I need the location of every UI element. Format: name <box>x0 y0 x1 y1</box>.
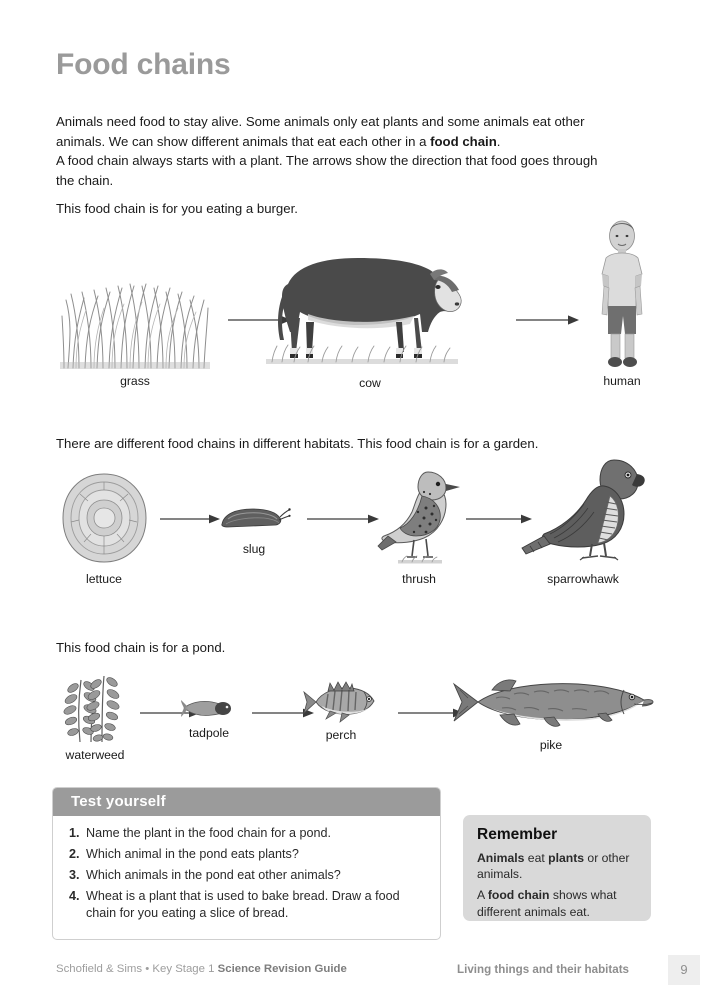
question-number: 4. <box>69 888 80 903</box>
slug-illustration <box>216 500 292 538</box>
chain-label: sparrowhawk <box>547 572 619 586</box>
lead-text-garden: There are different food chains in different habitats. This food chain is for a garden. <box>56 436 539 451</box>
chain-label: cow <box>359 376 381 390</box>
lead-text-burger: This food chain is for you eating a burger. <box>56 201 298 216</box>
chain-node-sparrowhawk <box>518 452 648 586</box>
cow-illustration <box>262 240 478 372</box>
arrow-icon <box>516 313 579 327</box>
chain-label: human <box>603 374 641 388</box>
chain-label: grass <box>120 374 150 388</box>
remember-box <box>463 815 651 921</box>
test-yourself-heading: Test yourself <box>53 788 440 816</box>
chain-node-lettuce <box>58 470 150 586</box>
tadpole-illustration <box>180 694 238 722</box>
chain-node-human <box>584 218 660 388</box>
chain-node-perch <box>302 680 380 742</box>
page-number: 9 <box>668 955 700 985</box>
question-item <box>69 846 426 863</box>
question-item <box>69 888 426 923</box>
chain-node-pike <box>448 672 654 752</box>
remember-line-2: A food chain shows what different animals eat. <box>477 888 617 919</box>
page-title: Food chains <box>56 48 231 81</box>
chain-label: perch <box>325 728 357 742</box>
lead-text-pond: This food chain is for a pond. <box>56 640 226 655</box>
pike-illustration <box>448 672 654 734</box>
chain-label: lettuce <box>86 572 122 586</box>
human-illustration <box>584 218 660 370</box>
sparrowhawk-illustration <box>518 452 648 568</box>
question-item <box>69 867 426 884</box>
question-item <box>69 825 426 842</box>
chain-node-cow <box>262 240 478 390</box>
grass-illustration <box>60 278 210 370</box>
chain-node-slug <box>216 500 292 556</box>
chain-label: tadpole <box>189 726 229 740</box>
arrow-icon <box>160 512 220 526</box>
chain-label: thrush <box>402 572 436 586</box>
question-number: 1. <box>69 826 80 840</box>
chain-node-thrush <box>376 462 462 586</box>
remember-heading: Remember <box>477 826 558 843</box>
footer-publisher: Schofield & Sims • Key Stage 1 Science Revision Guide <box>56 963 347 975</box>
question-text: Which animals in the pond eat other animals? <box>86 867 341 882</box>
test-yourself-question-list <box>53 816 440 923</box>
question-number: 2. <box>69 846 80 861</box>
perch-illustration <box>302 680 380 724</box>
question-text: Which animal in the pond eats plants? <box>86 846 299 861</box>
chain-node-waterweed <box>58 672 132 762</box>
footer-topic: Living things and their habitats <box>457 963 629 976</box>
question-text: Name the plant in the food chain for a pond. <box>86 826 332 840</box>
chain-label: pike <box>539 738 563 752</box>
chain-label: waterweed <box>65 748 125 762</box>
lettuce-illustration <box>58 470 150 568</box>
chain-label: slug <box>242 542 266 556</box>
intro-paragraph: Animals need food to stay alive. Some animals only eat plants and some animals eat other animals. We can show different animals that eat each other in a food chain. A food chain always starts with a plant. The arrows show the direction that food goes through the chain. <box>56 114 598 188</box>
question-text: Wheat is a plant that is used to bake bread. Draw a food chain for you eating a slice of bread. <box>86 888 400 921</box>
thrush-illustration <box>376 462 462 568</box>
question-number: 3. <box>69 867 80 882</box>
waterweed-illustration <box>58 672 132 744</box>
chain-node-tadpole <box>180 694 238 740</box>
test-yourself-box <box>52 787 441 940</box>
chain-node-grass <box>60 278 210 388</box>
remember-line-1: Animals eat plants or other animals. <box>477 851 630 882</box>
arrow-icon <box>307 512 379 526</box>
